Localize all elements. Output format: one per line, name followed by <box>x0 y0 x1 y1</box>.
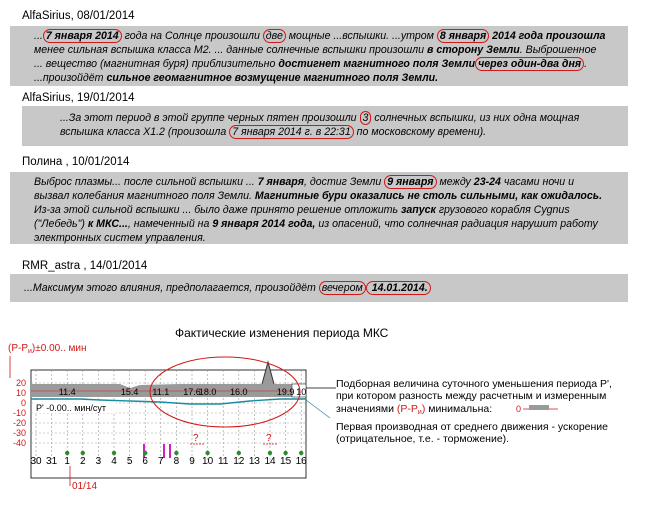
post-text: 14.01.2014. <box>366 281 431 295</box>
post-text: 3 <box>360 111 372 125</box>
post-text: ...произойдёт <box>34 72 107 84</box>
post-text: мощные ...вспышки. ...утром <box>285 30 437 42</box>
value-label: 11.1 <box>152 387 170 397</box>
post-text: часами ночи и <box>500 176 574 188</box>
post-text: достигнет магнитного поля Земли <box>278 58 476 70</box>
post-text: запуск <box>400 204 436 216</box>
day-dot <box>143 451 147 455</box>
post-body-3 <box>10 172 628 244</box>
day-dot <box>268 451 272 455</box>
question-mark: ? <box>266 433 272 444</box>
post-line <box>34 29 628 43</box>
post-text: электронных систем управления. <box>34 232 206 244</box>
x-tick: 14 <box>264 456 276 467</box>
post-text: 23-24 <box>473 176 501 188</box>
post-line <box>34 231 628 245</box>
post-line <box>60 111 628 125</box>
post-text: Магнитные бури оказались не столь сильными, как ожидалось. <box>254 190 603 202</box>
x-tick: 13 <box>248 456 260 467</box>
post-text: ...За этот период в этой группе черных пятен произошли <box>60 112 360 124</box>
post-text: через один-два дня <box>475 57 584 71</box>
post-text: 8 января <box>437 29 489 43</box>
post-text: . <box>584 58 588 70</box>
chart-title: Фактические изменения периода МКС <box>175 326 389 340</box>
value-label: 10 <box>296 387 307 397</box>
post-header-2: AlfaSirius, 19/01/2014 <box>22 92 135 104</box>
x-tick: 31 <box>46 456 58 467</box>
question-mark: ? <box>193 433 199 444</box>
x-sub-label: 01/14 <box>72 481 98 492</box>
x-tick: 8 <box>173 456 180 467</box>
post-text: 9 января <box>384 175 436 189</box>
post-text: 7 января <box>257 176 305 188</box>
post-text: 7 января 2014 <box>43 29 122 43</box>
post-body-1 <box>10 26 628 86</box>
post-text: грузового корабля Cygnus <box>435 204 570 216</box>
post-text: сильное геомагнитное возмущение магнитного поля Земли. <box>106 72 439 84</box>
iss-period-chart <box>0 318 646 514</box>
x-tick: 1 <box>64 456 70 467</box>
post-text: менее сильная вспышка класса М2. ... данные солнечные вспышки произошли <box>34 44 427 56</box>
post-text: две <box>263 29 286 43</box>
x-tick: 7 <box>158 456 164 467</box>
legend-marker-zero: 0 <box>516 404 522 414</box>
value-label: 19.9 <box>276 387 295 397</box>
post-text: ...Максимум этого влияния, предполагается, произойдёт <box>24 282 319 294</box>
post-line <box>60 125 628 139</box>
y-tick: -30 <box>12 428 26 438</box>
day-dot <box>205 451 209 455</box>
post-text: Из-за этой сильной вспышки ... было даже принято решение отложить <box>34 204 401 216</box>
legend <box>336 378 612 445</box>
post-text: 9 января 2014 года, <box>212 218 316 230</box>
post-header-1: AlfaSirius, 08/01/2014 <box>22 10 135 22</box>
x-tick: 11 <box>218 456 229 467</box>
value-label: 11.4 <box>58 387 76 397</box>
post-text: вечером <box>319 281 366 295</box>
bottom-axis-label: P' -0.00.. мин/сут <box>36 403 107 413</box>
x-tick: 30 <box>30 456 42 467</box>
x-tick: 10 <box>202 456 214 467</box>
x-tick: 15 <box>280 456 292 467</box>
y-tick: 0 <box>20 398 26 408</box>
day-dot <box>237 451 241 455</box>
post-line <box>34 57 628 71</box>
post-line <box>24 281 628 295</box>
x-tick: 9 <box>189 456 195 467</box>
post-line <box>34 43 628 57</box>
x-tick: 12 <box>233 456 245 467</box>
post-text: вызвал колебания магнитного поля Земли. <box>34 190 255 202</box>
x-tick: 5 <box>126 456 133 467</box>
post-line <box>34 217 628 231</box>
legend-line: значениями (P-Pи) минимальна: <box>336 403 493 416</box>
value-label: 17.6 <box>183 387 201 397</box>
post-text: между <box>436 176 474 188</box>
x-tick: 3 <box>95 456 102 467</box>
post-text: вспышка класса Х1.2 (произошла <box>60 126 230 138</box>
post-body-4 <box>10 274 628 302</box>
day-dot <box>112 451 116 455</box>
post-text: в сторону Земли <box>426 44 520 56</box>
post-text: 2014 года произошла <box>489 30 606 42</box>
day-dot <box>65 451 69 455</box>
post-line <box>34 189 628 203</box>
post-text: солнечных вспышки, из них одна мощная <box>371 112 580 124</box>
post-text: из опасений, что солнечная радиация нарушит работу <box>315 218 598 230</box>
post-body-2 <box>22 106 628 146</box>
post-text: ("Лебедь") <box>34 218 88 230</box>
x-tick: 4 <box>111 456 117 467</box>
post-line <box>34 203 628 217</box>
legend-line: Первая производная от среднего движения - ускорение <box>336 421 608 433</box>
top-axis-label: $(P-P_и)\pm 0.00$.. мин <box>8 343 87 355</box>
legend-leader-2 <box>306 400 330 418</box>
legend-line: при котором разность между расчетным и измеренным <box>336 390 607 402</box>
value-label: 16.0 <box>230 387 248 397</box>
y-axis-labels <box>13 378 26 448</box>
y-tick: 10 <box>15 388 26 398</box>
value-label: 18.0 <box>198 387 217 397</box>
post-text: к МКС... <box>87 218 128 230</box>
day-dot <box>283 451 287 455</box>
legend-line: Подборная величина суточного уменьшения периода P', <box>336 378 612 390</box>
x-tick: 16 <box>295 456 307 467</box>
post-header-4: RMR_astra , 14/01/2014 <box>22 260 148 272</box>
legend-line: (отрицательное, т.е. - торможение). <box>336 433 510 445</box>
post-text: ... <box>34 30 43 42</box>
x-tick: 6 <box>142 456 148 467</box>
post-text: по московскому времени). <box>353 126 487 138</box>
x-tick: 2 <box>80 456 86 467</box>
post-header-3: Полина , 10/01/2014 <box>22 156 130 168</box>
y-tick: -20 <box>12 418 26 428</box>
post-text: , достиг Земли <box>304 176 385 188</box>
y-tick: -10 <box>12 408 26 418</box>
day-dot <box>299 451 303 455</box>
post-text: ... вещество (магнитная буря) приблизительно <box>34 58 279 70</box>
post-line <box>34 71 628 85</box>
value-label: 15.4 <box>120 387 139 397</box>
post-text: года на Солнце произошли <box>121 30 263 42</box>
day-dot <box>81 451 85 455</box>
legend-marker-band <box>529 405 549 410</box>
post-text: . Выброшенное <box>519 44 597 56</box>
post-text: Выброс плазмы... после сильной вспышки ... <box>34 176 258 188</box>
y-tick: 20 <box>15 378 26 388</box>
post-text: 7 января 2014 г. в 22:31 <box>229 125 354 139</box>
y-tick: -40 <box>12 438 26 448</box>
day-dot <box>174 451 178 455</box>
post-text: , намеченный на <box>127 218 213 230</box>
post-line <box>34 175 628 189</box>
